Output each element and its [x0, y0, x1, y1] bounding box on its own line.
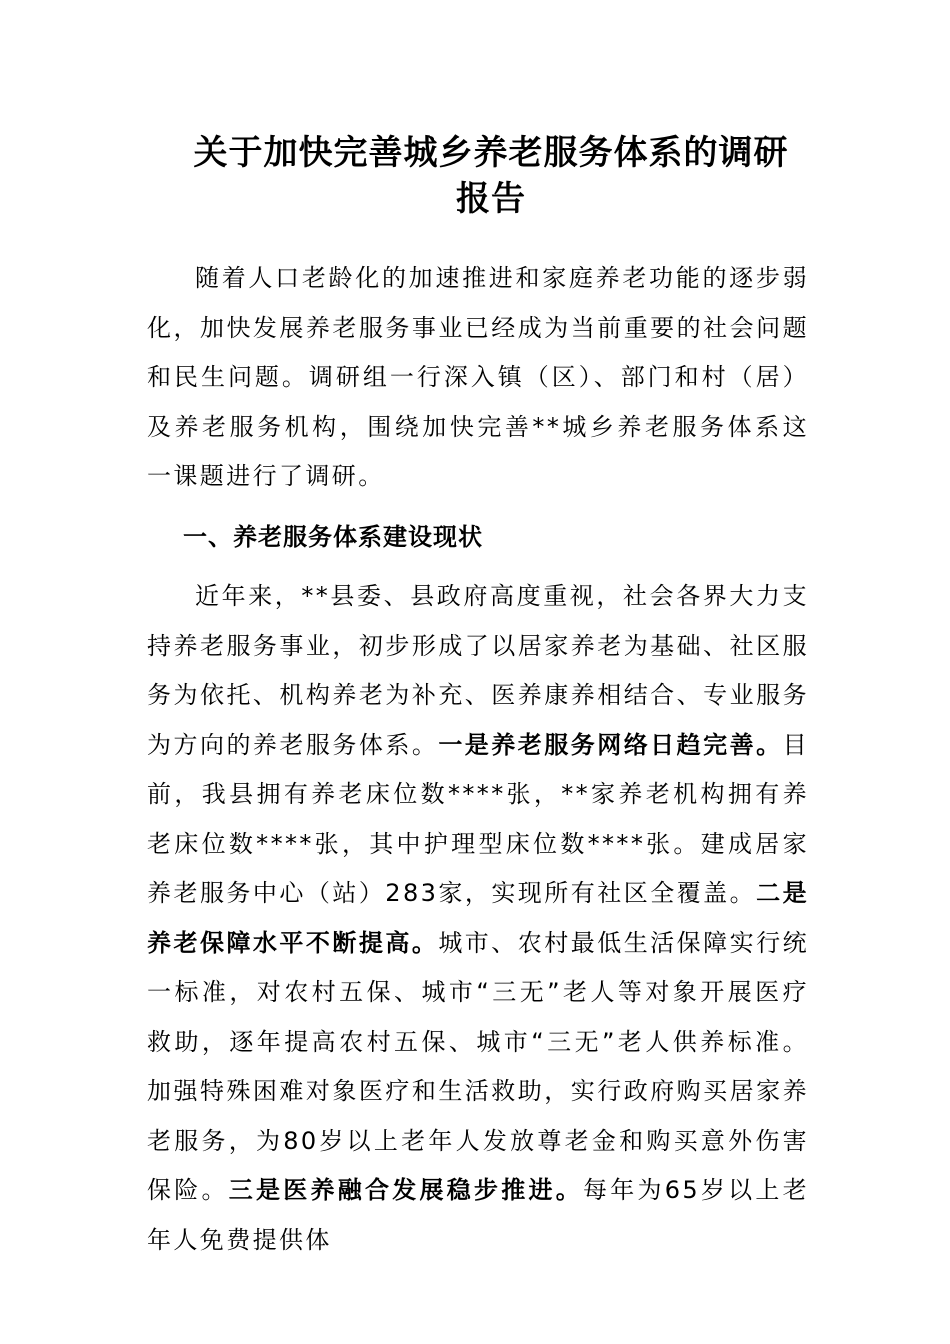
bold-lead-2: 二是养老保障水平不断提高。	[147, 879, 809, 957]
bold-lead-1: 一是养老服务网络日趋完善。	[438, 730, 783, 759]
section-heading-1: 一、养老服务体系建设现状	[183, 523, 483, 551]
paragraph-text: 城市、农村最低生活保障实行统一标准，对农村五保、城市“三无”老人等对象开展医疗救助，逐年提高农村五保、城市“三无”老人供养标准。加强特殊困难对象医疗和生活救助，实行政府购买居家养老服务，为80岁以上老年人发放尊老金和购买意外伤害保险。	[147, 928, 809, 1204]
section-1-paragraph	[147, 572, 809, 1265]
paragraph-text: 目前，我县拥有养老床位数****张，**家养老机构拥有养老床位数****张，其中护理型床位数****张。建成居家养老服务中心（站）283家，实现所有社区全覆盖。	[147, 730, 809, 907]
intro-paragraph: 随着人口老龄化的加速推进和家庭养老功能的逐步弱化，加快发展养老服务事业已经成为当前重要的社会问题和民生问题。调研组一行深入镇（区）、部门和村（居）及养老服务机构，围绕加快完善**城乡养老服务体系这一课题进行了调研。	[147, 264, 809, 490]
document-title-line-2: 报告	[456, 179, 526, 219]
document-title-line-1: 关于加快完善城乡养老服务体系的调研	[193, 133, 789, 173]
paragraph-text: 近年来，**县委、县政府高度重视，社会各界大力支持养老服务事业，初步形成了以居家养老为基础、社区服务为依托、机构养老为补充、医养康养相结合、专业服务为方向的养老服务体系。	[147, 582, 809, 759]
paragraph-text: 每年为65岁以上老年人免费提供体	[147, 1176, 810, 1254]
bold-lead-3: 三是医养融合发展稳步推进。	[228, 1176, 583, 1204]
